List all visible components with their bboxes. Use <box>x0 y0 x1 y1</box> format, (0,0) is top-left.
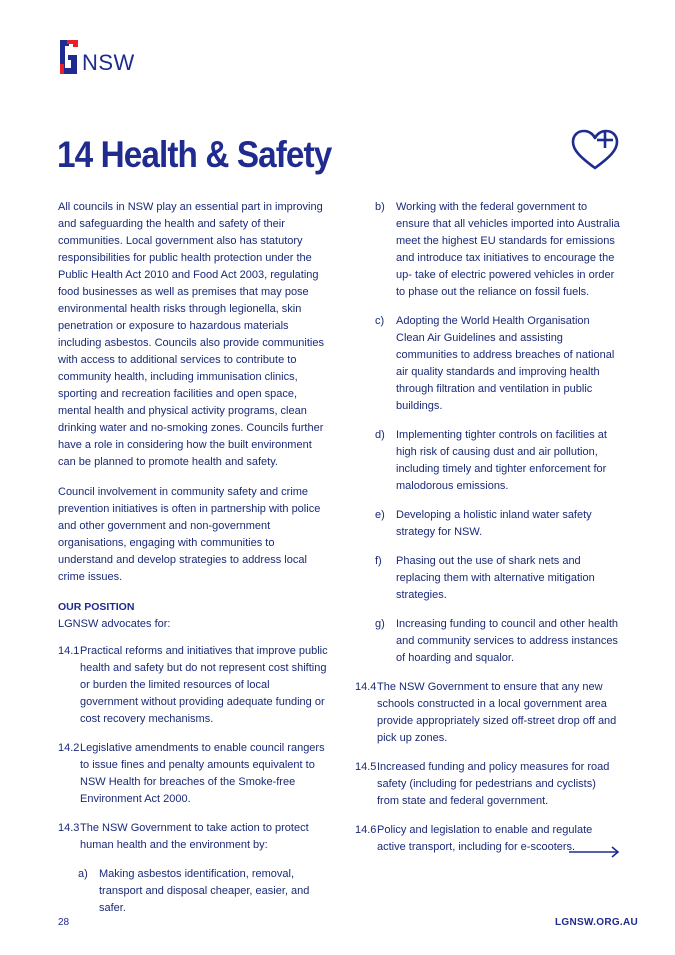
community-safety-paragraph: Council involvement in community safety and crime prevention initiatives is often in partnership with police and other government and non-government organisations, engaging with communities to understand and develop strategies to address local crime issues. <box>58 486 321 583</box>
sub-item-text: Developing a holistic inland water safety strategy for NSW. <box>396 509 592 538</box>
position-item-14-4 <box>355 679 620 747</box>
position-item-14-2 <box>58 740 330 808</box>
website-link[interactable]: LGNSW.ORG.AU <box>555 917 639 928</box>
item-text: Policy and legislation to enable and regulate active transport, including for e-scooters. <box>377 824 593 853</box>
sub-item-g <box>355 616 620 667</box>
sub-item-letter: f) <box>375 555 382 567</box>
position-item-14-5 <box>355 759 620 810</box>
item-number: 14.3 <box>58 822 80 834</box>
sub-item-letter: a) <box>78 868 88 880</box>
page-title: 14 Health & Safety <box>57 134 332 175</box>
sub-item-text: Phasing out the use of shark nets and replacing them with alternative mitigation strategies. <box>396 555 595 601</box>
sub-item-text: Implementing tighter controls on facilities at high risk of causing dust and air pollution, including timely and tighter enforcement for malodorous emissions. <box>396 429 607 492</box>
sub-item-b <box>355 199 620 301</box>
item-text: Legislative amendments to enable council rangers to issue fines and penalty amounts equivalent to NSW Health for breaches of the Smoke-free Environment Act 2000. <box>80 742 325 805</box>
sub-item-letter: e) <box>375 509 385 521</box>
sub-item-c <box>355 313 620 415</box>
lgnsw-g-logo-icon <box>57 38 81 76</box>
sub-item-f <box>355 553 620 604</box>
heart-plus-icon <box>570 128 620 174</box>
sub-item-a <box>58 866 330 917</box>
intro-paragraph: All councils in NSW play an essential part in improving and safeguarding the health and safety of their communities. Local government also has statutory responsibilities for public health protection under the Public Health Act 2010 and Food Act 2003, regulating food businesses as well as premises that may pose environmental health risks through legionella, skin penetration or exposure to hazardous materials including asbestos. Councils also provide communities with access to additional services to contribute to community health, including immunisation clinics, sporting and recreation facilities and open space, mental health and physical activity programs, clean drinking water and no-smoking zones. Councils further have a role in considering how the built environment can be planned to promote health and safety. <box>58 201 324 468</box>
item-number: 14.6 <box>355 824 377 836</box>
sub-item-letter: c) <box>375 315 385 327</box>
item-number: 14.4 <box>355 681 377 693</box>
sub-item-d <box>355 427 620 495</box>
right-column <box>355 199 620 868</box>
sub-item-text: Working with the federal government to ensure that all vehicles imported into Australia meet the highest EU standards for emissions and introduce tax initiatives to encourage the up- take of electric powered vehicles in order to phase out the reliance on fossil fuels. <box>396 201 620 298</box>
next-page-arrow-icon[interactable] <box>568 845 620 859</box>
item-number: 14.2 <box>58 742 80 754</box>
left-column <box>58 199 330 929</box>
item-text: Increased funding and policy measures for road safety (including for pedestrians and cyclists) from state and federal government. <box>377 761 610 807</box>
position-intro: LGNSW advocates for: <box>58 618 171 630</box>
position-item-14-3 <box>58 820 330 854</box>
sub-item-text: Adopting the World Health Organisation Clean Air Guidelines and assisting communities to address breaches of national air quality standards and improving health through filtration and ventilation in public buildings. <box>396 315 615 412</box>
sub-item-letter: g) <box>375 618 385 630</box>
sub-item-e <box>355 507 620 541</box>
sub-item-letter: d) <box>375 429 385 441</box>
item-number: 14.5 <box>355 761 377 773</box>
sub-item-letter: b) <box>375 201 385 213</box>
lgnsw-logo <box>57 38 135 78</box>
sub-item-text: Making asbestos identification, removal, transport and disposal cheaper, easier, and safer. <box>99 868 310 914</box>
item-text: The NSW Government to ensure that any new schools constructed in a local government area provide appropriately sized off-street drop off and pick up zones. <box>377 681 617 744</box>
item-text: Practical reforms and initiatives that improve public health and safety but do not represent cost shifting or burden the limited resources of local government without providing adequate funding or cost recovery mechanisms. <box>80 645 328 725</box>
position-item-14-1 <box>58 643 330 728</box>
sub-item-text: Increasing funding to council and other health and community services to address instances of hoarding and squalor. <box>396 618 618 664</box>
page-number: 28 <box>58 917 70 928</box>
logo-text: NSW <box>82 50 135 75</box>
position-heading: OUR POSITION <box>58 601 135 613</box>
item-text: The NSW Government to take action to protect human health and the environment by: <box>80 822 309 851</box>
item-number: 14.1 <box>58 645 80 657</box>
